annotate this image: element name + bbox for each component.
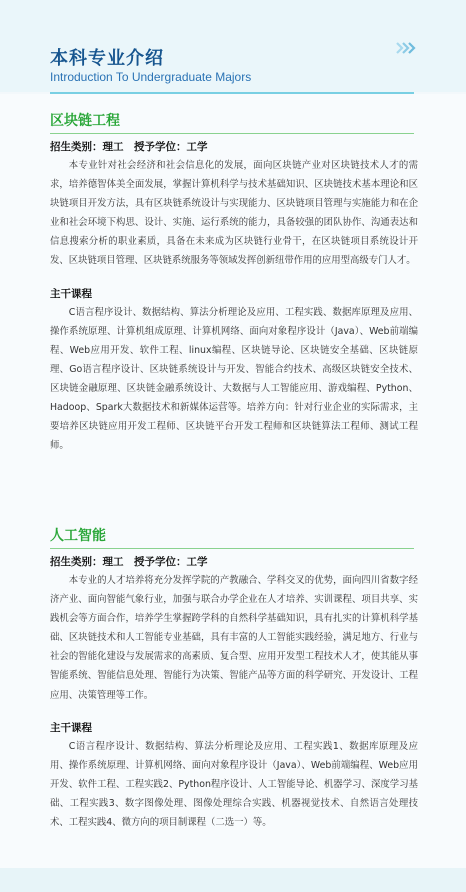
page-subtitle: Introduction To Undergraduate Majors [50, 70, 252, 84]
courses-heading: 主干课程 [50, 287, 92, 300]
major-section-ai [50, 527, 418, 832]
page-title: 本科专业介绍 [50, 48, 164, 69]
major-section-blockchain [50, 112, 418, 455]
footer-band [0, 868, 466, 892]
section-title: 人工智能 [50, 528, 106, 544]
courses-text: C语言程序设计、数据结构、算法分析理论及应用、工程实践、数据库原理及应用、操作系统原理、计算机组成原理、计算机网络、面向对象程序设计（Java）、Web前端编程、Web应用开发、软件工程、linux编程、区块链导论、区块链安全基础、区块链原理、Go语言程序设计、区块链系统设计与开发、智能合约技术、高级区块链安全技术、区块链金融原理、区块链金融系统设计、大数据与人工智能应用、游戏编程、Python、Hadoop、Spark大数据技术和新媒体运营等。培养方向：针对行业企业的实际需求，主要培养区块链应用开发工程师、区块链平台开发工程师和区块链算法工程师、测试工程师。 [50, 306, 418, 452]
courses-text: C语言程序设计、数据结构、算法分析理论及应用、工程实践1、数据库原理及应用、操作系统原理、计算机网络、面向对象程序设计（Java）、Web前端编程、Web应用开发、软件工程、工程实践2、Python程序设计、人工智能导论、机器学习、深度学习基础、工程实践3、数字图像处理、图像处理综合实践、机器视觉技术、自然语言处理技术、工程实践4、微方向的项目制课程（二选一）等。 [50, 740, 418, 829]
admission-info: 招生类别：理工 授予学位：工学 [50, 556, 208, 568]
major-description: 本专业的人才培养将充分发挥学院的产教融合、学科交叉的优势，面向四川省数字经济产业、面向智能气象行业，加强与联合办学企业在人才培养、实训课程、项目共享、实践机会等方面合作，培养学生掌握跨学科的自然科学基础知识，具有扎实的计算机科学基础、区块链技术和人工智能专业基础，具有丰富的人工智能实践经验，满足地方、行业与社会的智能化建设与发展需求的高素质、复合型、应用开发型工程技术人才，使其能从事智能系统、智能信息处理、智能行为决策、智能产品等方面的科学研究、开发设计、工程应用、决策管理等工作。 [50, 575, 418, 701]
double-chevron-right-icon [395, 41, 417, 55]
section-title: 区块链工程 [50, 113, 120, 129]
section-divider [50, 548, 414, 549]
section-divider [50, 133, 414, 134]
courses-heading: 主干课程 [50, 721, 92, 734]
major-description: 本专业针对社会经济和社会信息化的发展，面向区块链产业对区块链技术人才的需求，培养德智体美全面发展，掌握计算机科学与技术基础知识、区块链技术基本理论和区块链项目开发方法，具有区块链系统设计与实现能力、区块链项目管理与实施能力和在企业和社会环境下构思、设计、实施、运行系统的能力，具备较强的团队协作、沟通表达和信息搜索分析的职业素质，具备在未来成为区块链行业骨干，在区块链项目系统设计开发、区块链项目管理、区块链系统服务等领域发挥创新纽带作用的应用型高级专门人才。 [50, 160, 418, 267]
admission-info: 招生类别：理工 授予学位：工学 [50, 141, 208, 153]
